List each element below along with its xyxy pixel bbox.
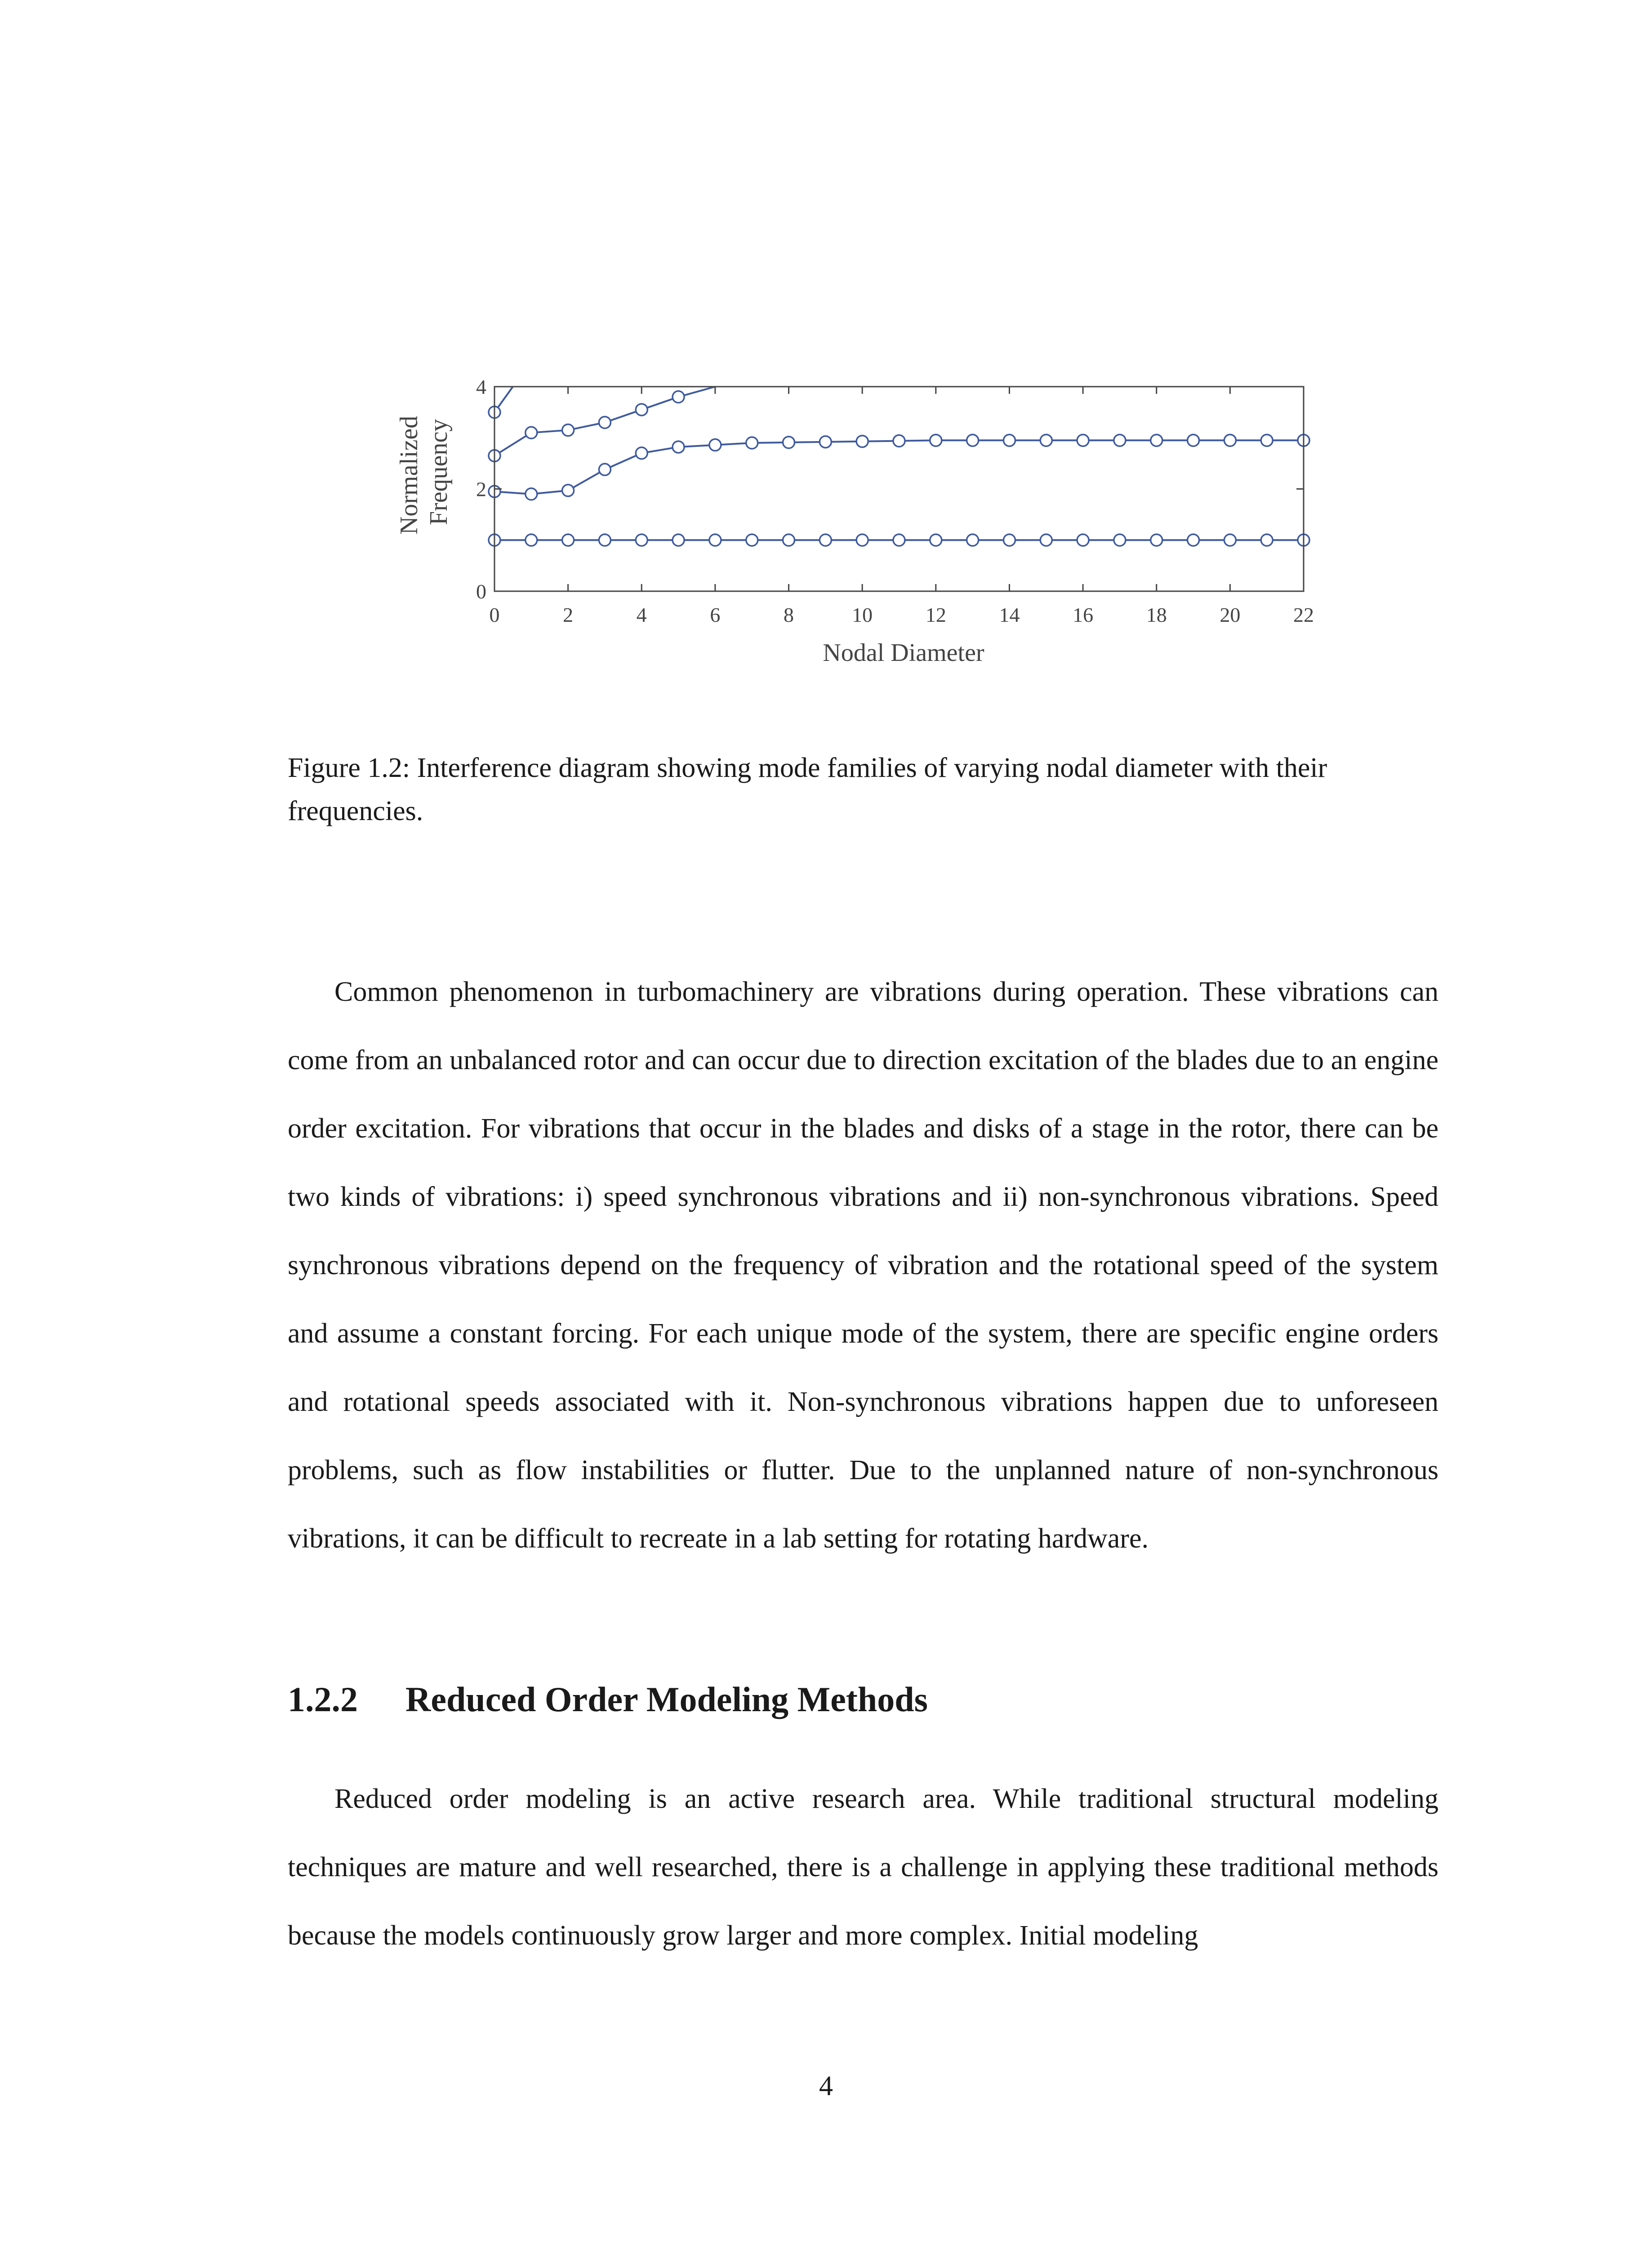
y-tick-label: 0 [476, 580, 486, 603]
x-tick-label: 14 [999, 603, 1020, 626]
data-point-marker [1188, 534, 1199, 546]
data-point-marker [525, 427, 537, 438]
x-tick-label: 10 [852, 603, 873, 626]
data-point-marker [1114, 534, 1126, 546]
data-point-marker [856, 436, 868, 447]
interference-diagram-chart [391, 369, 1349, 683]
data-point-marker [562, 424, 574, 436]
data-point-marker [819, 436, 831, 448]
data-point-marker [1224, 434, 1236, 446]
y-tick-label: 2 [476, 477, 486, 501]
data-point-marker [893, 534, 905, 546]
x-tick-label: 2 [563, 603, 574, 626]
data-point-marker [599, 417, 610, 428]
x-tick-label: 18 [1146, 603, 1167, 626]
x-tick-label: 16 [1073, 603, 1094, 626]
data-point-marker [709, 439, 721, 451]
data-point-marker [1077, 534, 1089, 546]
x-tick-label: 4 [636, 603, 647, 626]
data-point-marker [599, 464, 610, 475]
body-paragraph: Common phenomenon in turbomachinery are vibrations during operation. These vibrations can come from an unbalanced rotor and can occur due to direction excitation of the blades due to an engine order excitation. For vibrations that occur in the blades and disks of a stage in the rotor, there can be two kinds of vibrations: i) speed synchronous vibrations and ii) non-synchronous vibrations. Speed synchronous vibrations depend on the frequency of vibration and the rotational speed of the system and assume a constant forcing. For each unique mode of the system, there are specific engine orders and rotational speeds associated with it. Non-synchronous vibrations happen due to unforeseen problems, such as flow instabilities or flutter. Due to the unplanned nature of non-synchronous vibrations, it can be difficult to recreate in a lab setting for rotating hardware. [288, 977, 1438, 1554]
x-tick-label: 20 [1220, 603, 1241, 626]
y-tick-label: 4 [476, 375, 486, 398]
data-point-marker [746, 534, 758, 546]
data-point-marker [1188, 434, 1199, 446]
section-heading [288, 1673, 928, 1726]
figure-caption: Figure 1.2: Interference diagram showing mode families of varying nodal diameter with their frequencies. [288, 753, 1327, 826]
x-tick-label: 8 [784, 603, 794, 626]
data-point-marker [746, 437, 758, 449]
data-point-marker [562, 485, 574, 496]
data-point-marker [783, 534, 795, 546]
data-point-marker [893, 435, 905, 447]
x-tick-label: 22 [1293, 603, 1314, 626]
data-point-marker [636, 534, 647, 546]
data-point-marker [636, 404, 647, 415]
data-point-marker [525, 488, 537, 500]
data-point-marker [672, 534, 684, 546]
data-point-marker [930, 434, 942, 446]
data-point-marker [819, 534, 831, 546]
data-point-marker [1261, 534, 1273, 546]
section-title: Reduced Order Modeling Methods [405, 1680, 928, 1719]
x-tick-label: 0 [489, 603, 500, 626]
data-point-marker [636, 447, 647, 459]
data-point-marker [672, 441, 684, 453]
data-point-marker [1261, 434, 1273, 446]
data-point-marker [930, 534, 942, 546]
data-point-marker [1224, 534, 1236, 546]
page-number: 4 [819, 2071, 833, 2101]
data-point-marker [599, 534, 610, 546]
data-point-marker [856, 534, 868, 546]
series-line-2 [494, 440, 1304, 494]
series-line-3 [494, 397, 678, 456]
section-number: 1.2.2 [288, 1680, 358, 1719]
data-point-marker [1151, 534, 1162, 546]
x-tick-label: 6 [710, 603, 721, 626]
data-point-marker [672, 391, 684, 403]
data-point-marker [525, 534, 537, 546]
data-point-marker [1040, 434, 1052, 446]
data-point-marker [967, 534, 979, 546]
plot-frame [494, 387, 1304, 591]
y-axis-title-line-2: Frequency [425, 419, 453, 526]
data-point-marker [1003, 534, 1015, 546]
data-point-marker [783, 437, 795, 448]
body-paragraph: Reduced order modeling is an active research area. While traditional structural modeling techniques are mature and well researched, there is a challenge in applying these traditional methods because the models continuously grow larger and more complex. Initial modeling [288, 1784, 1438, 1951]
y-axis-title [395, 410, 453, 535]
data-point-marker [967, 434, 979, 446]
data-point-marker [1077, 434, 1089, 446]
y-axis-title-line-1: Normalized [395, 415, 423, 535]
data-point-marker [562, 534, 574, 546]
x-axis-title: Nodal Diameter [823, 639, 984, 667]
data-point-marker [1003, 434, 1015, 446]
data-point-marker [1114, 434, 1126, 446]
data-point-marker [709, 534, 721, 546]
data-point-marker [1040, 534, 1052, 546]
data-point-marker [1151, 434, 1162, 446]
x-tick-label: 12 [925, 603, 946, 626]
